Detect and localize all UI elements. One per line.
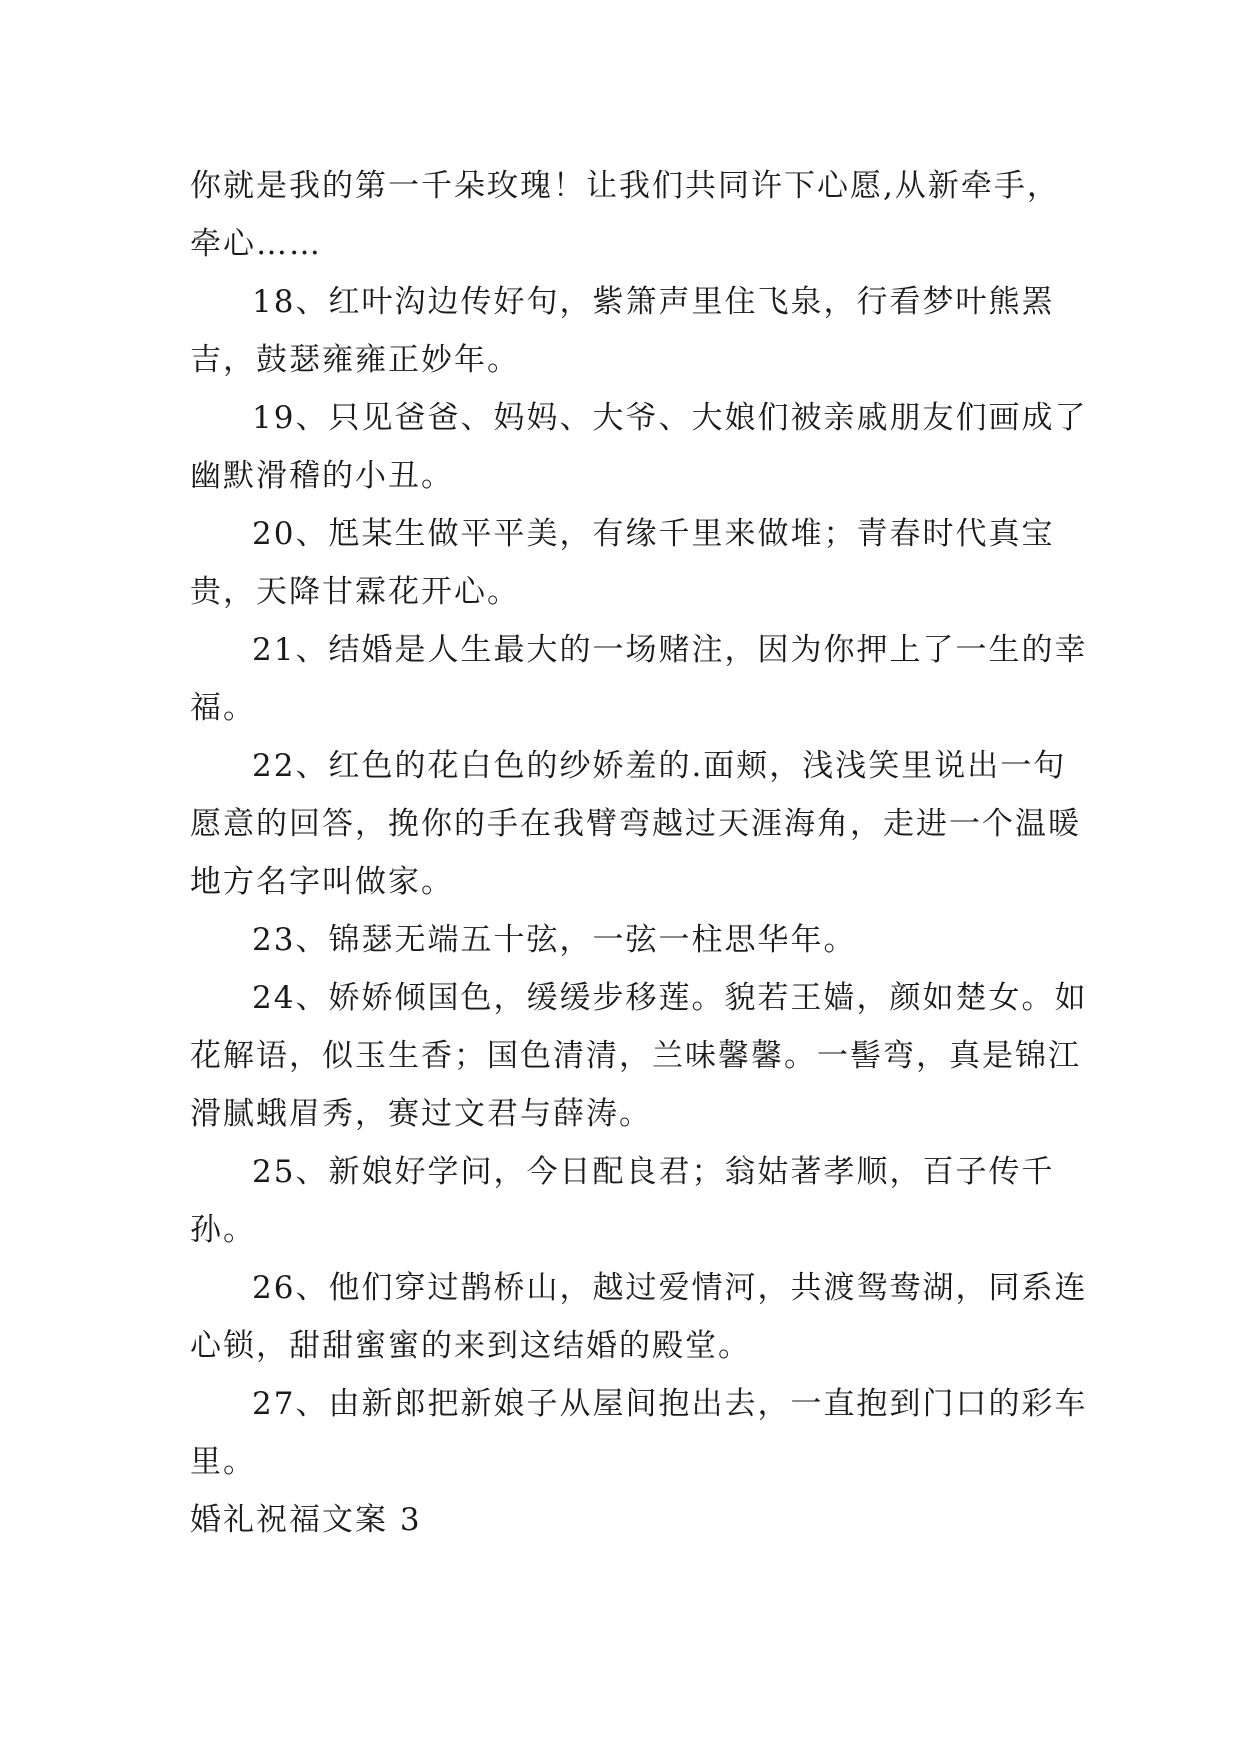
document-body [190,157,1090,1549]
list-item-24: 24、娇娇倾国色，缓缓步移莲。貌若王嫱，颜如楚女。如花解语，似玉生香；国色清清，兰味馨馨。一髻弯，真是锦江滑腻蛾眉秀，赛过文君与薛涛。 [190,980,1088,1132]
list-item-22: 22、红色的花白色的纱娇羞的.面颊，浅浅笑里说出一句愿意的回答，挽你的手在我臂弯越过天涯海角，走进一个温暖地方名字叫做家。 [190,748,1081,900]
intro-paragraph: 你就是我的第一千朵玫瑰！让我们共同许下心愿,从新牵手，牵心…… [190,168,1060,262]
list-item-23: 23、锦瑟无端五十弦，一弦一柱思华年。 [252,922,857,958]
list-item-21: 21、结婚是人生最大的一场赌注，因为你押上了一生的幸福。 [190,632,1088,726]
list-item-20: 20、尪某生做平平美，有缘千里来做堆；青春时代真宝贵，天降甘霖花开心。 [190,516,1055,610]
list-item-26: 26、他们穿过鹊桥山，越过爱情河，共渡鸳鸯湖，同系连心锁，甜甜蜜蜜的来到这结婚的殿堂。 [190,1270,1088,1364]
list-item-18: 18、红叶沟边传好句，紫箫声里住飞泉，行看梦叶熊罴吉，鼓瑟雍雍正妙年。 [190,284,1055,378]
list-item-27: 27、由新郎把新娘子从屋间抱出去，一直抱到门口的彩车里。 [190,1386,1088,1480]
list-item-25: 25、新娘好学问，今日配良君；翁姑著孝顺，百子传千孙。 [190,1154,1055,1248]
section-heading: 婚礼祝福文案 3 [190,1502,422,1538]
list-item-19: 19、只见爸爸、妈妈、大爷、大娘们被亲戚朋友们画成了幽默滑稽的小丑。 [190,400,1088,494]
